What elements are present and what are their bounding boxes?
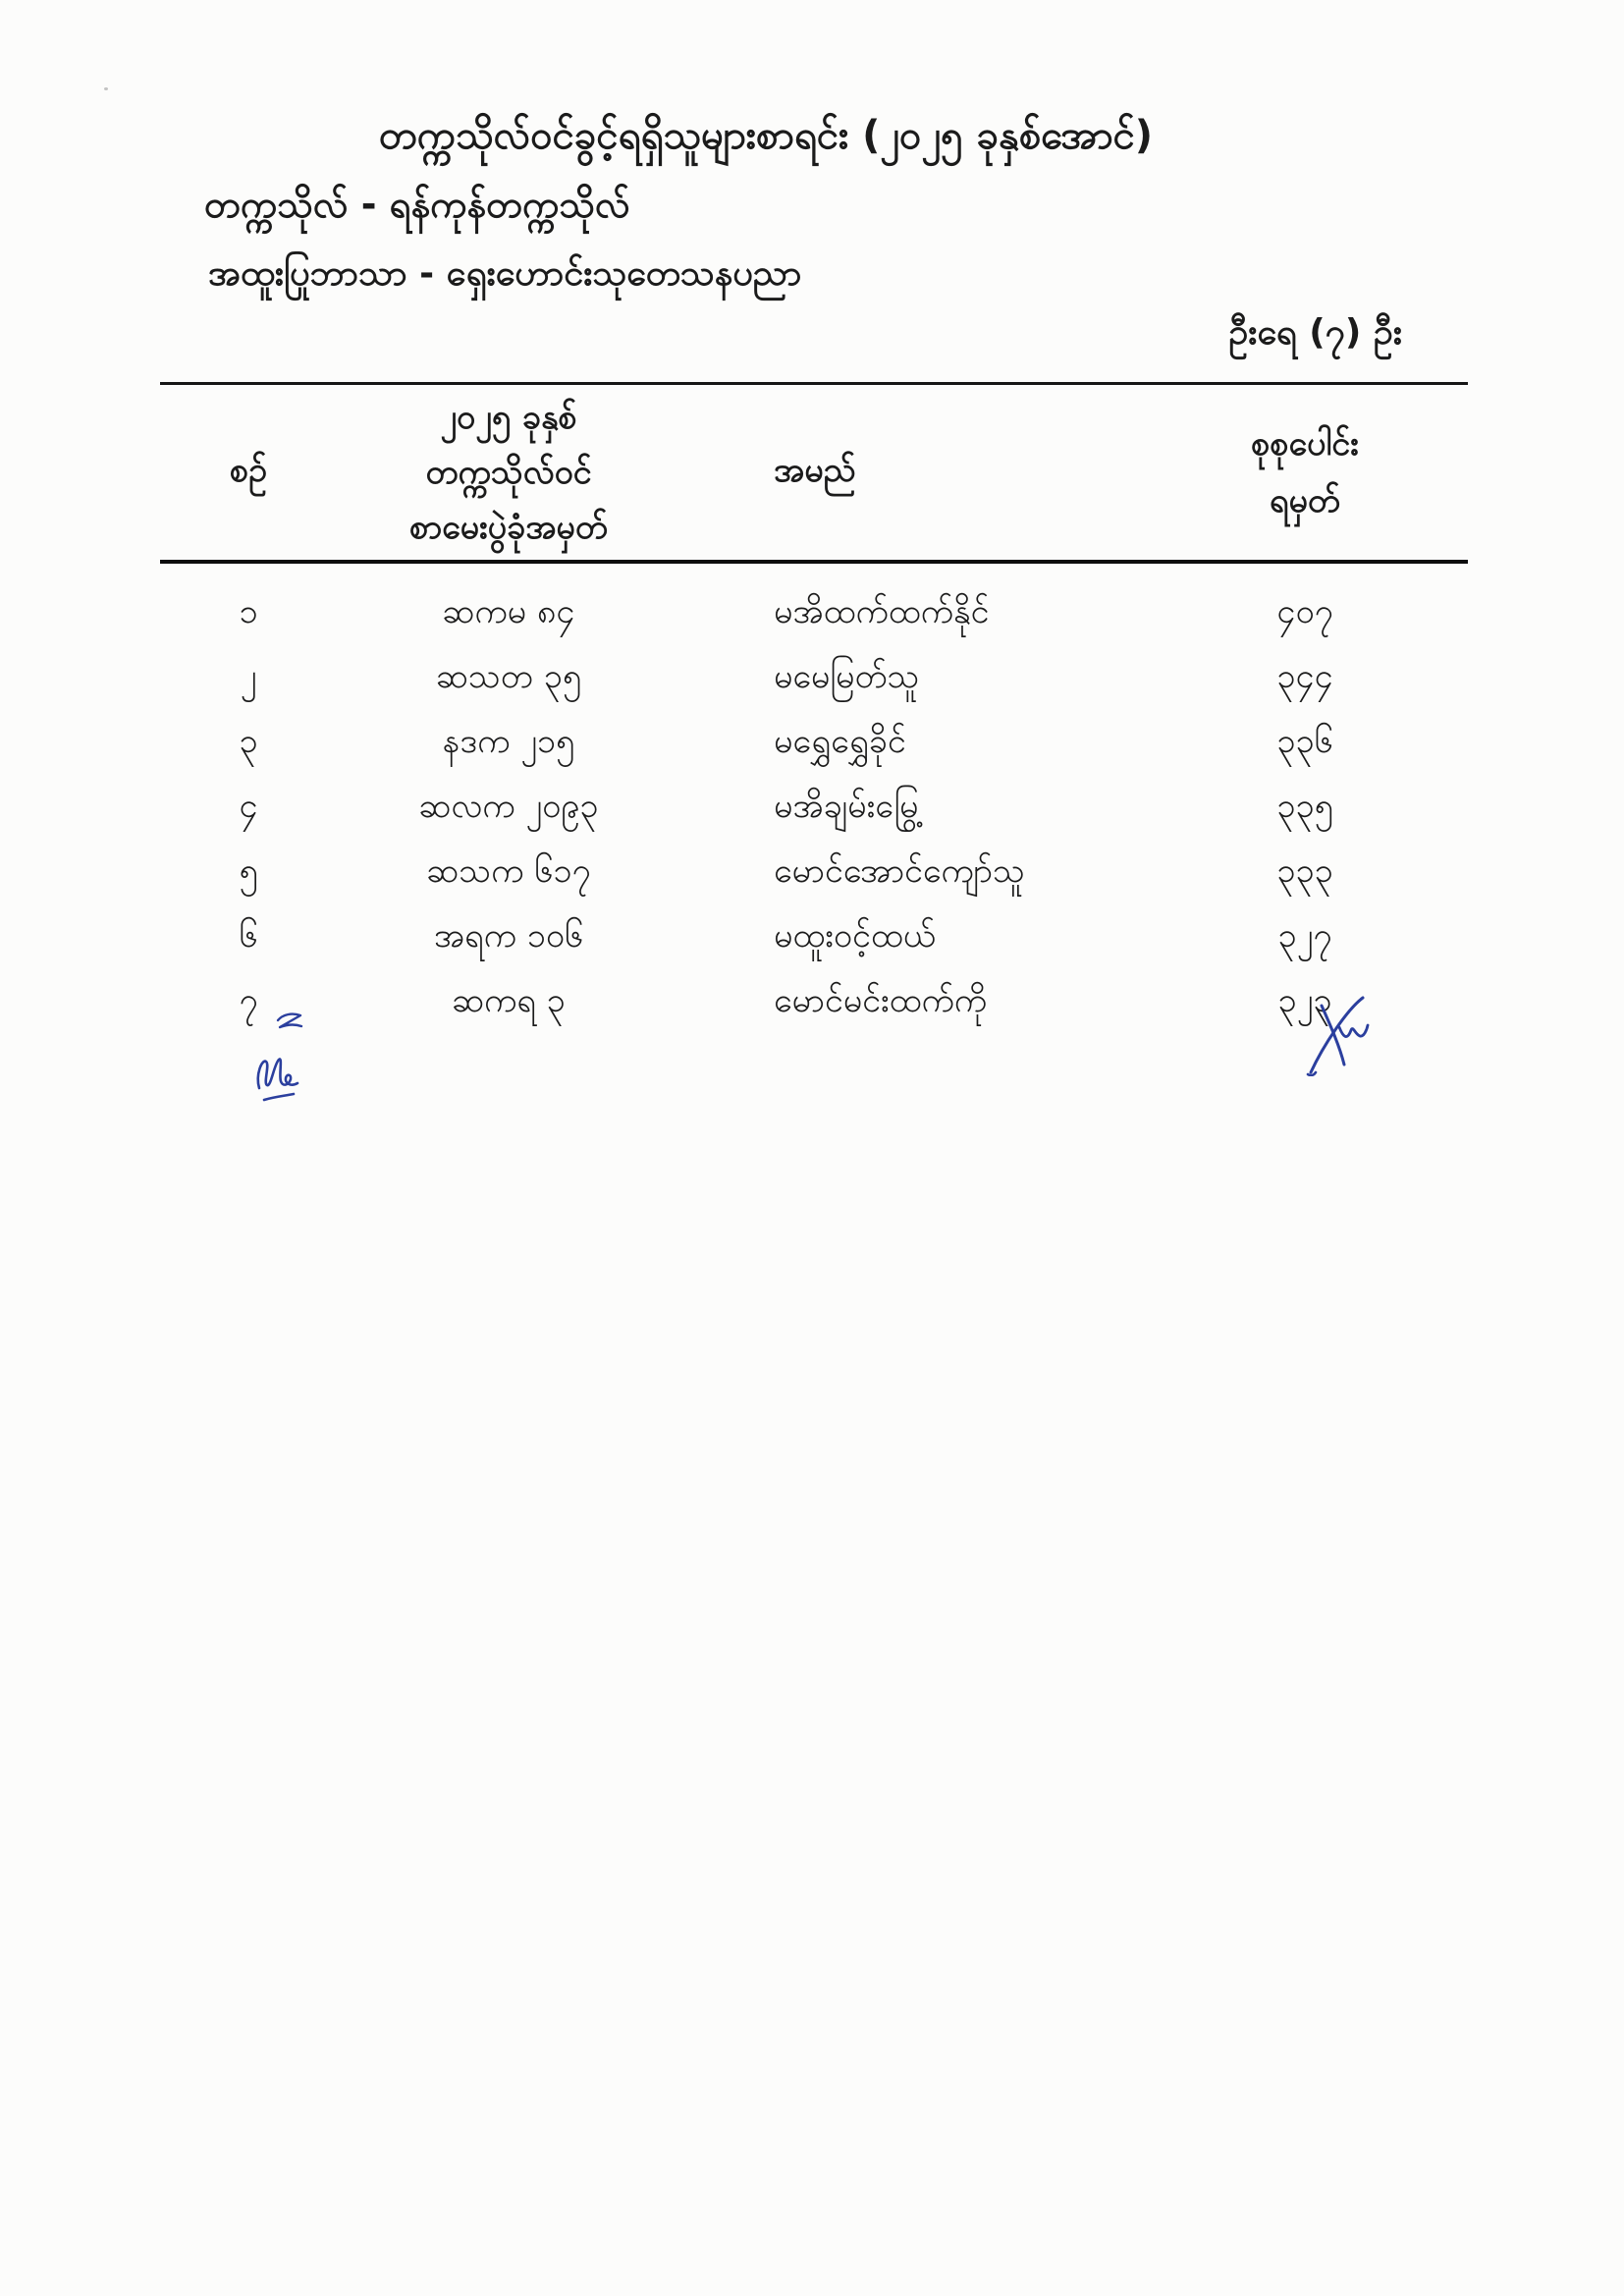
student-count-note: ဦးရေ (၇) ဦး bbox=[1228, 312, 1402, 353]
major-line: အထူးပြုဘာသာ - ရှေးဟောင်းသုတေသနပညာ bbox=[208, 253, 802, 294]
header-roll-line1: ၂၀၂၅ ခုနှစ် bbox=[440, 398, 577, 437]
table-body bbox=[160, 564, 1468, 1035]
cell-total: ၃၂၇ bbox=[1277, 915, 1332, 956]
cell-serial: ၆ bbox=[239, 915, 258, 956]
cell-roll: ဆကရ ၃ bbox=[452, 980, 566, 1020]
cell-serial: ၃ bbox=[239, 721, 258, 761]
page-title: တက္ကသိုလ်ဝင်ခွင့်ရရှိသူများစာရင်း (၂၀၂၅ ခုနှစ်အောင်) bbox=[378, 113, 1154, 158]
header-roll-line3: စာမေးပွဲခုံအမှတ် bbox=[409, 508, 608, 547]
cell-total: ၃၂၃ bbox=[1277, 980, 1332, 1020]
cell-roll: ဆကမ ၈၄ bbox=[442, 591, 575, 631]
scan-artifact-speck bbox=[104, 87, 108, 90]
table-row bbox=[160, 581, 1468, 646]
cell-total: ၃၃၅ bbox=[1276, 786, 1333, 826]
cell-serial: ၁ bbox=[239, 591, 258, 631]
cell-name: မထူးဝင့်ထယ် bbox=[774, 915, 936, 956]
cell-total: ၃၃၃ bbox=[1276, 850, 1333, 891]
header-total-line2: ရမှတ် bbox=[1269, 481, 1341, 520]
cell-total: ၃၃၆ bbox=[1276, 721, 1333, 761]
table-row bbox=[160, 841, 1468, 905]
cell-roll: အရက ၁၀၆ bbox=[433, 915, 584, 956]
cell-serial: ၇ bbox=[239, 980, 258, 1020]
handwritten-initials-signature-icon bbox=[253, 1053, 312, 1110]
table-header-row bbox=[160, 382, 1468, 564]
admission-table bbox=[160, 382, 1468, 1035]
university-line: တက္ကသိုလ် - ရန်ကုန်တက္ကသိုလ် bbox=[204, 183, 630, 226]
cell-roll: ဆသက ၆၁၇ bbox=[426, 850, 591, 891]
cell-roll: ဆသတ ၃၅ bbox=[436, 656, 581, 696]
header-total-line1: စုစုပေါင်း bbox=[1251, 424, 1359, 464]
cell-name: မအိထက်ထက်နိုင် bbox=[774, 591, 990, 631]
header-name: အမည် bbox=[774, 450, 856, 490]
cell-name: မောင်မင်းထက်ကို bbox=[774, 980, 988, 1020]
cell-serial: ၅ bbox=[239, 850, 258, 891]
cell-total: ၃၄၄ bbox=[1276, 656, 1333, 696]
table-row bbox=[160, 776, 1468, 841]
cell-roll: ဆလက ၂၀၉၃ bbox=[418, 786, 599, 826]
cell-roll: နဒက ၂၁၅ bbox=[442, 721, 575, 761]
cell-name: မအိချမ်းမြွေ့ bbox=[774, 786, 924, 826]
header-roll-number bbox=[337, 385, 680, 560]
table-row bbox=[160, 905, 1468, 970]
table-row bbox=[160, 646, 1468, 711]
cell-name: မရွှေရွှေခိုင် bbox=[774, 721, 906, 761]
handwritten-cross-signature-icon bbox=[1304, 996, 1371, 1076]
cell-serial: ၂ bbox=[240, 656, 257, 696]
handwritten-z-mark-icon bbox=[275, 1011, 304, 1033]
table-row bbox=[160, 970, 1468, 1035]
cell-name: မမေမြတ်သူ bbox=[774, 656, 920, 696]
header-total-marks bbox=[1142, 385, 1468, 560]
header-roll-line2: တက္ကသိုလ်ဝင် bbox=[425, 453, 592, 492]
header-serial: စဉ် bbox=[230, 450, 267, 490]
cell-name: မောင်အောင်ကျော်သူ bbox=[774, 850, 1025, 891]
table-row bbox=[160, 711, 1468, 776]
cell-serial: ၄ bbox=[239, 786, 258, 826]
cell-total: ၄၀၇ bbox=[1276, 591, 1333, 631]
